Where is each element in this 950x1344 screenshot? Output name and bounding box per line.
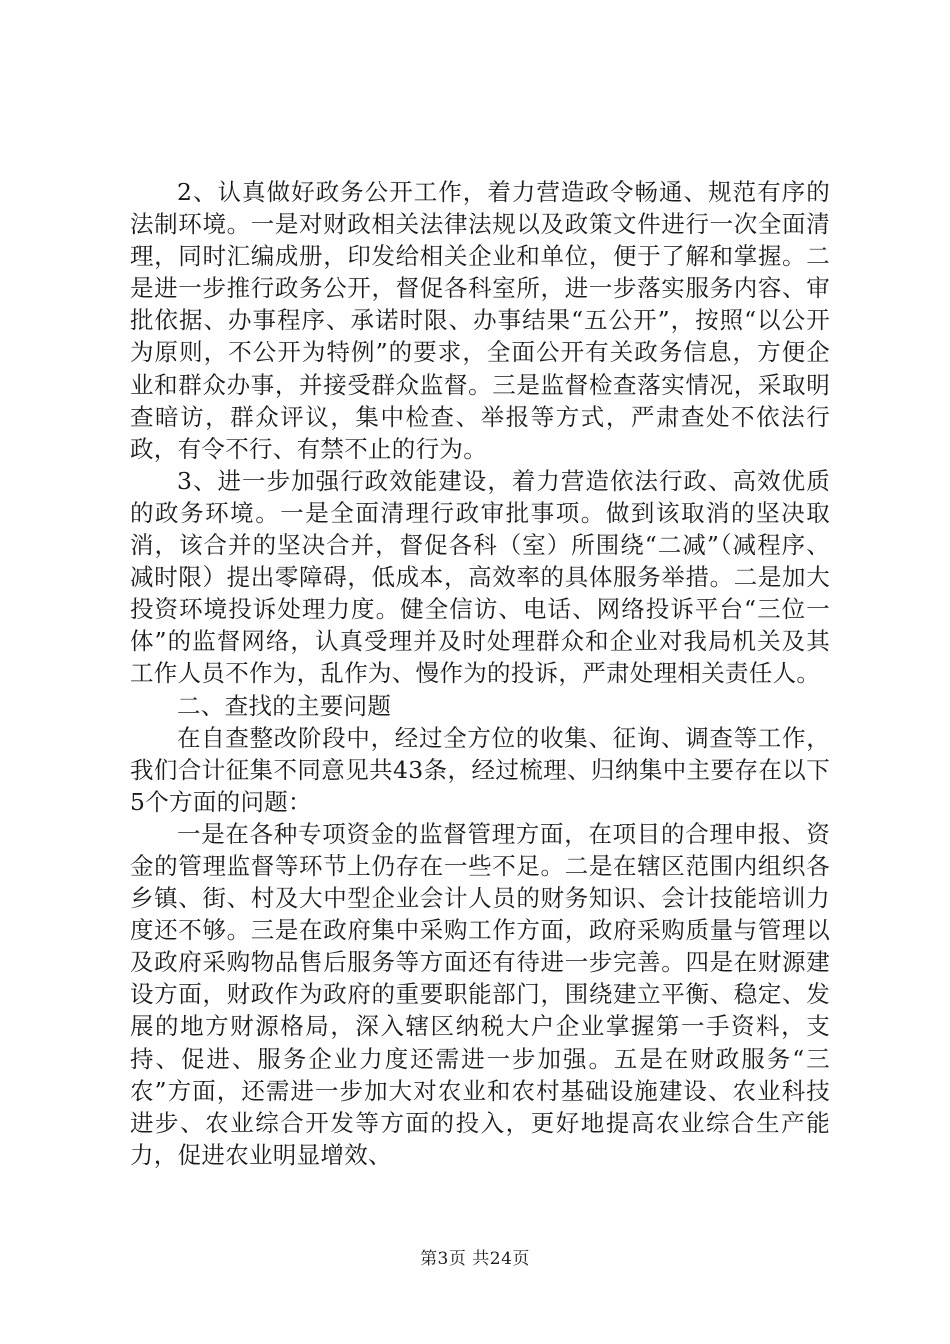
paragraph-self-inspection-summary: 在自查整改阶段中，经过全方位的收集、征询、调查等工作，我们合计征集不同意见共43条，经过梳理、归纳集中主要存在以下5个方面的问题： <box>130 723 830 816</box>
section-heading-main-problems: 二、查找的主要问题 <box>177 691 392 720</box>
paragraph-problem-list: 一是在各种专项资金的监督管理方面，在项目的合理申报、资金的管理监督等环节上仍存在一些不足。二是在辖区范围内组织各乡镇、街、村及大中型企业会计人员的财务知识、会计技能培训力度还不够。三是在政府集中采购工作方面，政府采购质量与管理以及政府采购物品售后服务等方面还有待进一步完善。四是在财源建设方面，财政作为政府的重要职能部门，围绕建立平衡、稳定、发展的地方财源格局，深入辖区纳税大户企业掌握第一手资料，支持、促进、服务企业力度还需进一步加强。五是在财政服务“三农”方面，还需进一步加大对农业和农村基础设施建设、农业科技进步、农业综合开发等方面的投入，更好地提高农业综合生产能力，促进农业明显增效、 <box>130 819 830 1169</box>
paragraph-administrative-efficiency: 3、进一步加强行政效能建设，着力营造依法行政、高效优质的政务环境。一是全面清理行政审批事项。做到该取消的坚决取消，该合并的坚决合并，督促各科（室）所围绕“二减”（减程序、减时限）提出零障碍，低成本，高效率的具体服务举措。二是加大投资环境投诉处理力度。健全信访、电话、网络投诉平台“三位一体”的监督网络，认真受理并及时处理群众和企业对我局机关及其工作人员不作为，乱作为、慢作为的投诉，严肃处理相关责任人。 <box>130 466 830 688</box>
page-number-footer: 第3页 共24页 <box>420 1249 530 1269</box>
document-body <box>130 176 830 1171</box>
paragraph-government-affairs-openness: 2、认真做好政务公开工作，着力营造政令畅通、规范有序的法制环境。一是对财政相关法律法规以及政策文件进行一次全面清理，同时汇编成册，印发给相关企业和单位，便于了解和掌握。二是进一步推行政务公开，督促各科室所，进一步落实服务内容、审批依据、办事程序、承诺时限、办事结果“五公开”，按照“以公开为原则，不公开为特例”的要求，全面公开有关政务信息，方便企业和群众办事，并接受群众监督。三是监督检查落实情况，采取明查暗访，群众评议，集中检查、举报等方式，严肃查处不依法行政，有令不行、有禁不止的行为。 <box>130 178 830 463</box>
